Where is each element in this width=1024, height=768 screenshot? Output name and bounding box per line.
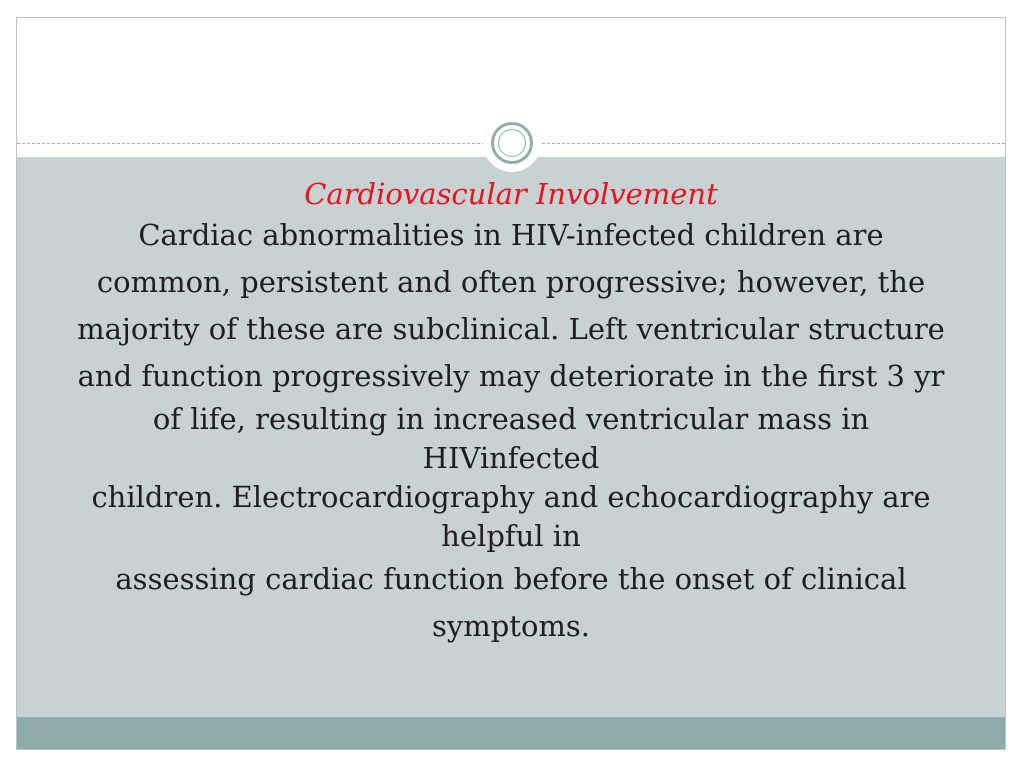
circle-ornament-icon: [483, 114, 541, 172]
footer-band: [17, 717, 1005, 750]
slide-text-block: [37, 176, 985, 650]
body-line-10: symptoms.: [431, 609, 591, 643]
body-line-6: HIVinfected: [422, 441, 600, 475]
ornament-outer-ring: [491, 122, 533, 164]
slide: [16, 17, 1006, 750]
body-line-7: children. Electrocardiography and echocardiography are: [91, 480, 931, 514]
ornament-inner-ring: [498, 129, 526, 157]
body-line-9: assessing cardiac function before the onset of clinical: [115, 562, 907, 596]
body-line-5: of life, resulting in increased ventricular mass in: [152, 402, 870, 436]
body-line-4: and function progressively may deteriorate in the first 3 yr: [77, 359, 945, 393]
body-line-3: majority of these are subclinical. Left ventricular structure: [77, 312, 945, 346]
body-line-8: helpful in: [441, 519, 581, 553]
body-line-1: Cardiac abnormalities in HIV-infected children are: [138, 218, 884, 252]
slide-title: Cardiovascular Involvement: [304, 177, 718, 211]
body-line-2: common, persistent and often progressive; however, the: [96, 265, 926, 299]
